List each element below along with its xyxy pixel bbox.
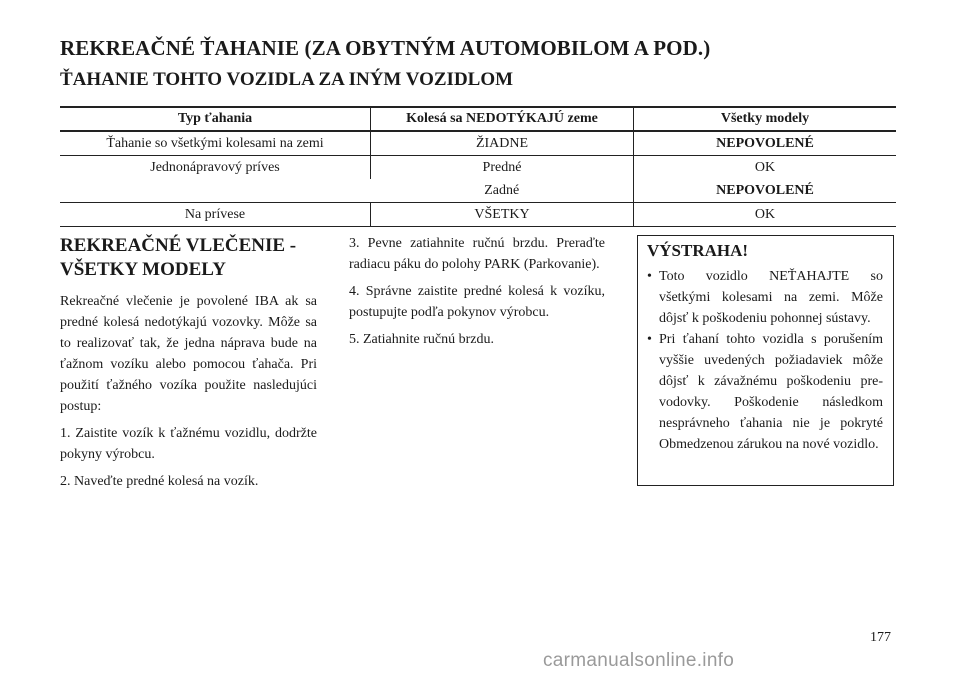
cell-wheels: ŽIADNE — [371, 131, 634, 156]
warning-list — [647, 266, 883, 455]
cell-tow-type: Na prívese — [184, 207, 246, 222]
recreational-towing-title: REKREAČNÉ VLEČENIE - VŠETKY MODELY — [60, 235, 297, 280]
cell-models: OK — [634, 156, 897, 180]
warning-item-text: Toto vozidlo NEŤAHAJTE so všetkými kolesami na zemi. Môže dôjsť k poškodeniu pohonnej sústavy. — [659, 269, 883, 326]
table-row — [60, 131, 896, 156]
section-heading: ŤAHANIE TOHTO VOZIDLA ZA INÝM VOZIDLOM — [60, 69, 514, 90]
header-all-models: Všetky modely — [634, 107, 897, 131]
table-header-row — [60, 107, 896, 131]
cell-models: NEPOVOLENÉ — [634, 179, 897, 203]
header-wheels-off-ground: Kolesá sa NEDOTÝKAJÚ zeme — [371, 107, 634, 131]
bullet-icon: • — [647, 269, 652, 284]
intro-paragraph: Rekreačné vlečenie je povolené IBA ak sa predné kolesá nedotýkajú vozovky. Môže sa to realizovať tak, že jedna náprava bude na ťažnom vozíku alebo pomocou ťahača. Pri použití ťažného vozíka použite nasledujúci postup: — [60, 294, 317, 414]
middle-column — [349, 233, 605, 356]
towing-table — [60, 106, 896, 227]
cell-tow-type: Ťahanie so všetkými kolesami na zemi — [106, 136, 324, 151]
step-3: 3. Pevne zatiahnite ručnú brzdu. Preraďte radiacu páku do polohy PARK (Parkovanie). — [349, 236, 605, 272]
cell-models: OK — [634, 203, 897, 227]
step-5: 5. Zatiahnite ručnú brzdu. — [349, 332, 495, 347]
step-2: 2. Naveďte predné kolesá na vozík. — [60, 474, 259, 489]
left-column — [60, 234, 317, 498]
cell-models: NEPOVOLENÉ — [634, 131, 897, 156]
step-1: 1. Zaistite vozík k ťažnému vozidlu, dodržte pokyny výrobcu. — [60, 426, 317, 462]
step-4: 4. Správne zaistite predné kolesá k vozíku, postupujte podľa pokynov výrobcu. — [349, 284, 605, 320]
warning-box — [637, 235, 894, 486]
bullet-icon: • — [647, 332, 652, 347]
watermark: carmanualsonline.info — [543, 650, 735, 671]
warning-item — [647, 329, 883, 455]
page-heading: REKREAČNÉ ŤAHANIE (ZA OBYTNÝM AUTOMOBILOM A POD.) — [60, 36, 711, 60]
warning-item — [647, 266, 883, 329]
cell-wheels: VŠETKY — [371, 203, 634, 227]
table-row — [60, 203, 896, 227]
warning-title: VÝSTRAHA! — [647, 241, 749, 260]
header-tow-type: Typ ťahania — [177, 111, 253, 126]
table-row — [60, 156, 896, 180]
warning-item-text: Pri ťahaní tohto vozidla s porušením vyššie uvedených požiadaviek môže dôjsť k závažnému poškodeniu prevodovky. Poškodenie následkom nesprávneho ťahania nie je pokryté Obmedzenou zárukou na nové vozidlo. — [659, 332, 883, 452]
cell-tow-type: Jednonápravový príves — [150, 160, 280, 175]
page-number: 177 — [870, 630, 891, 645]
cell-wheels: Predné — [371, 156, 634, 180]
cell-wheels: Zadné — [484, 183, 520, 198]
